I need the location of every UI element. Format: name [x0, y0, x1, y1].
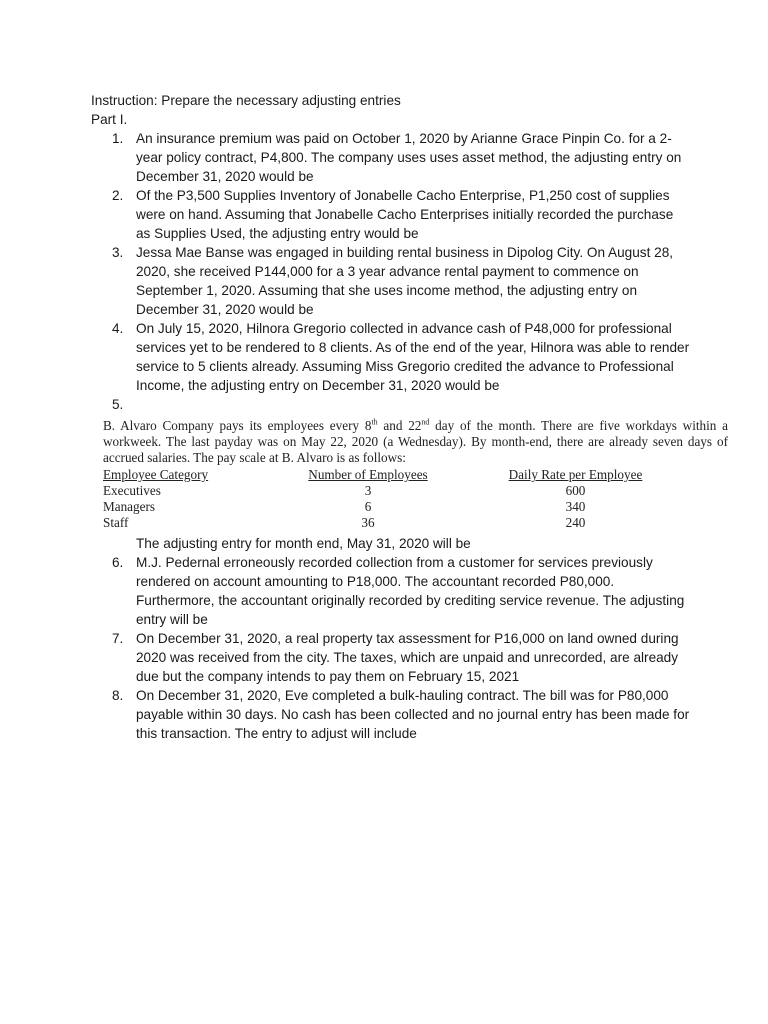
table-row [103, 499, 683, 515]
table-cell: Staff [103, 515, 129, 530]
list-item [91, 629, 691, 686]
excerpt-paragraph: B. Alvaro Company pays its employees every 8th and 22nd day of the month. There are five workdays within a workweek. The last payday was on May 22, 2020 (a Wednesday). By month-end, there are already seven days of accrued salaries. The pay scale at B. Alvaro is as follows: [103, 417, 728, 465]
table-cell: 6 [364, 499, 372, 514]
table-header-row [103, 467, 683, 483]
document-body [91, 91, 728, 743]
table-row [103, 483, 683, 499]
pay-scale-table [103, 467, 683, 531]
table-row [103, 515, 683, 531]
column-header: Employee Category [103, 467, 209, 482]
item-text: Of the P3,500 Supplies Inventory of Jonabelle Cacho Enterprise, P1,250 cost of supplies were on hand. Assuming that Jonabelle Cacho Enterprises initially recorded the purchase as Supplies Used, the adjusting entry would be [136, 188, 674, 241]
item-number: 5. [112, 397, 124, 412]
table-cell: 3 [364, 483, 372, 498]
list-item [91, 319, 691, 395]
table-cell: Managers [103, 499, 155, 514]
item-text: On December 31, 2020, Eve completed a bulk-hauling contract. The bill was for P80,000 payable within 30 days. No cash has been collected and no journal entry has been made for this transaction. The entry to adjust will include [136, 688, 690, 741]
list-item [91, 553, 691, 629]
question-list [91, 129, 728, 743]
item-text: An insurance premium was paid on October 1, 2020 by Arianne Grace Pinpin Co. for a 2-year policy contract, P4,800. The company uses uses asset method, the adjusting entry on December 31, 2020 would be [136, 131, 682, 184]
item-number: 6. [112, 555, 124, 570]
table-cell: 340 [565, 499, 586, 514]
item-text: Jessa Mae Banse was engaged in building rental business in Dipolog City. On August 28, 2020, she received P144,000 for a 3 year advance rental payment to commence on September 1, 2020. Assuming that she uses income method, the adjusting entry on December 31, 2020 would be [136, 245, 674, 317]
list-item [91, 686, 691, 743]
instruction-line: Instruction: Prepare the necessary adjusting entries [91, 93, 401, 108]
column-header: Daily Rate per Employee [508, 467, 643, 482]
item-text: On July 15, 2020, Hilnora Gregorio collected in advance cash of P48,000 for professional services yet to be rendered to 8 clients. As of the end of the year, Hilnora was able to render service to 5 clients already. Assuming Miss Gregorio credited the advance to Professional Income, the adjusting entry on December 31, 2020 would be [136, 321, 690, 393]
item-number: 3. [112, 245, 124, 260]
item-text: The adjusting entry for month end, May 31, 2020 will be [136, 536, 471, 551]
scanned-excerpt [103, 418, 728, 531]
table-cell: Executives [103, 483, 161, 498]
item-text: On December 31, 2020, a real property tax assessment for P16,000 on land owned during 2020 was received from the city. The taxes, which are unpaid and unrecorded, are already due but the company intends to pay them on February 15, 2021 [136, 631, 679, 684]
part-heading: Part I. [91, 112, 128, 127]
list-item [91, 129, 691, 186]
table-cell: 600 [565, 483, 586, 498]
item-number: 8. [112, 688, 124, 703]
table-cell: 36 [361, 515, 375, 530]
item-text: M.J. Pedernal erroneously recorded collection from a customer for services previously rendered on account amounting to P18,000. The accountant recorded P80,000. Furthermore, the accountant originally recorded by crediting service revenue. The adjusting entry will be [136, 555, 685, 627]
item-number: 7. [112, 631, 124, 646]
item-number: 4. [112, 321, 124, 336]
list-item [91, 186, 691, 243]
column-header: Number of Employees [308, 467, 428, 482]
list-item [91, 395, 728, 553]
list-item [91, 243, 691, 319]
table-cell: 240 [565, 515, 586, 530]
item-number: 2. [112, 188, 124, 203]
item-number: 1. [112, 131, 124, 146]
